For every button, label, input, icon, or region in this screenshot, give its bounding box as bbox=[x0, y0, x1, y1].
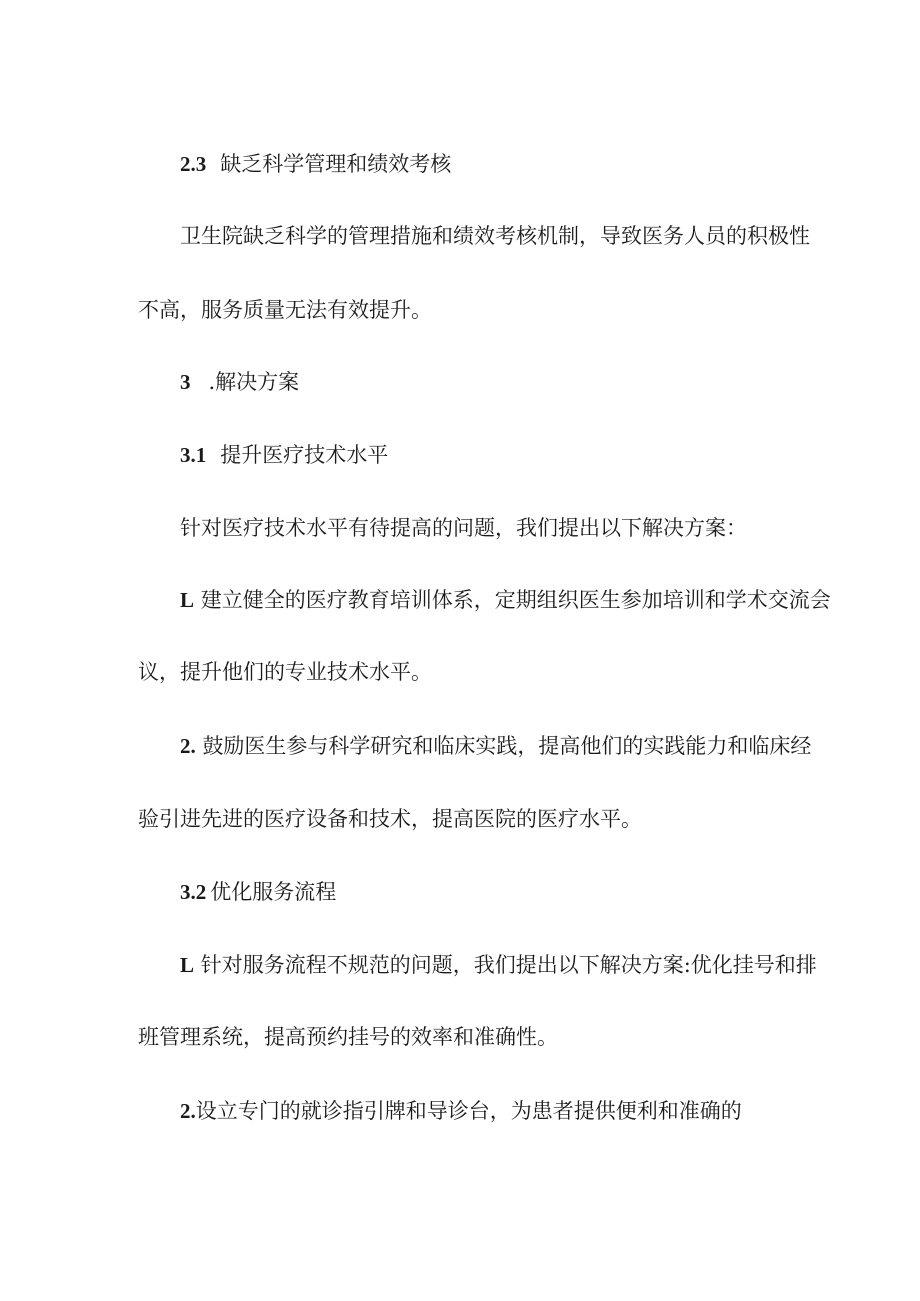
section-3-heading bbox=[180, 368, 299, 396]
list-item-number: L bbox=[180, 588, 195, 612]
list-item bbox=[180, 951, 817, 979]
paragraph-line: 议，提升他们的专业技术水平。 bbox=[138, 660, 432, 684]
paragraph-line: 班管理系统，提高预约挂号的效率和准确性。 bbox=[138, 1025, 558, 1049]
section-number: 3 bbox=[180, 370, 191, 394]
list-item bbox=[180, 586, 831, 614]
section-title: 缺乏科学管理和绩效考核 bbox=[220, 152, 452, 176]
section-3-2-heading bbox=[180, 878, 336, 906]
paragraph-line: 针对医疗技术水平有待提高的问题，我们提出以下解决方案： bbox=[180, 516, 747, 540]
section-3-1-heading bbox=[180, 441, 388, 469]
section-title: .解决方案 bbox=[208, 370, 300, 394]
list-item-text: 针对服务流程不规范的问题，我们提出以下解决方案:优化挂号和排 bbox=[200, 953, 817, 977]
list-item-number: L bbox=[180, 953, 195, 977]
list-item-text: 建立健全的医疗教育培训体系，定期组织医生参加培训和学术交流会 bbox=[200, 588, 831, 612]
section-title: 优化服务流程 bbox=[210, 880, 337, 904]
paragraph-line: 不高，服务质量无法有效提升。 bbox=[138, 298, 432, 322]
section-number: 2.3 bbox=[180, 152, 207, 176]
section-title: 提升医疗技术水平 bbox=[220, 443, 389, 467]
list-item bbox=[180, 732, 811, 760]
paragraph-line: 卫生院缺乏科学的管理措施和绩效考核机制，导致医务人员的积极性 bbox=[180, 224, 810, 248]
section-number: 3.2 bbox=[180, 880, 207, 904]
section-2-3-heading bbox=[180, 150, 451, 178]
list-item-number: 2. bbox=[180, 1099, 196, 1123]
list-item bbox=[180, 1097, 742, 1125]
section-number: 3.1 bbox=[180, 443, 207, 467]
list-item-text: 鼓励医生参与科学研究和临床实践，提高他们的实践能力和临床经 bbox=[202, 734, 812, 758]
list-item-text: 设立专门的就诊指引牌和导诊台，为患者提供便利和准确的 bbox=[195, 1099, 742, 1123]
paragraph-line: 验引进先进的医疗设备和技术，提高医院的医疗水平。 bbox=[138, 807, 642, 831]
list-item-number: 2. bbox=[180, 734, 196, 758]
